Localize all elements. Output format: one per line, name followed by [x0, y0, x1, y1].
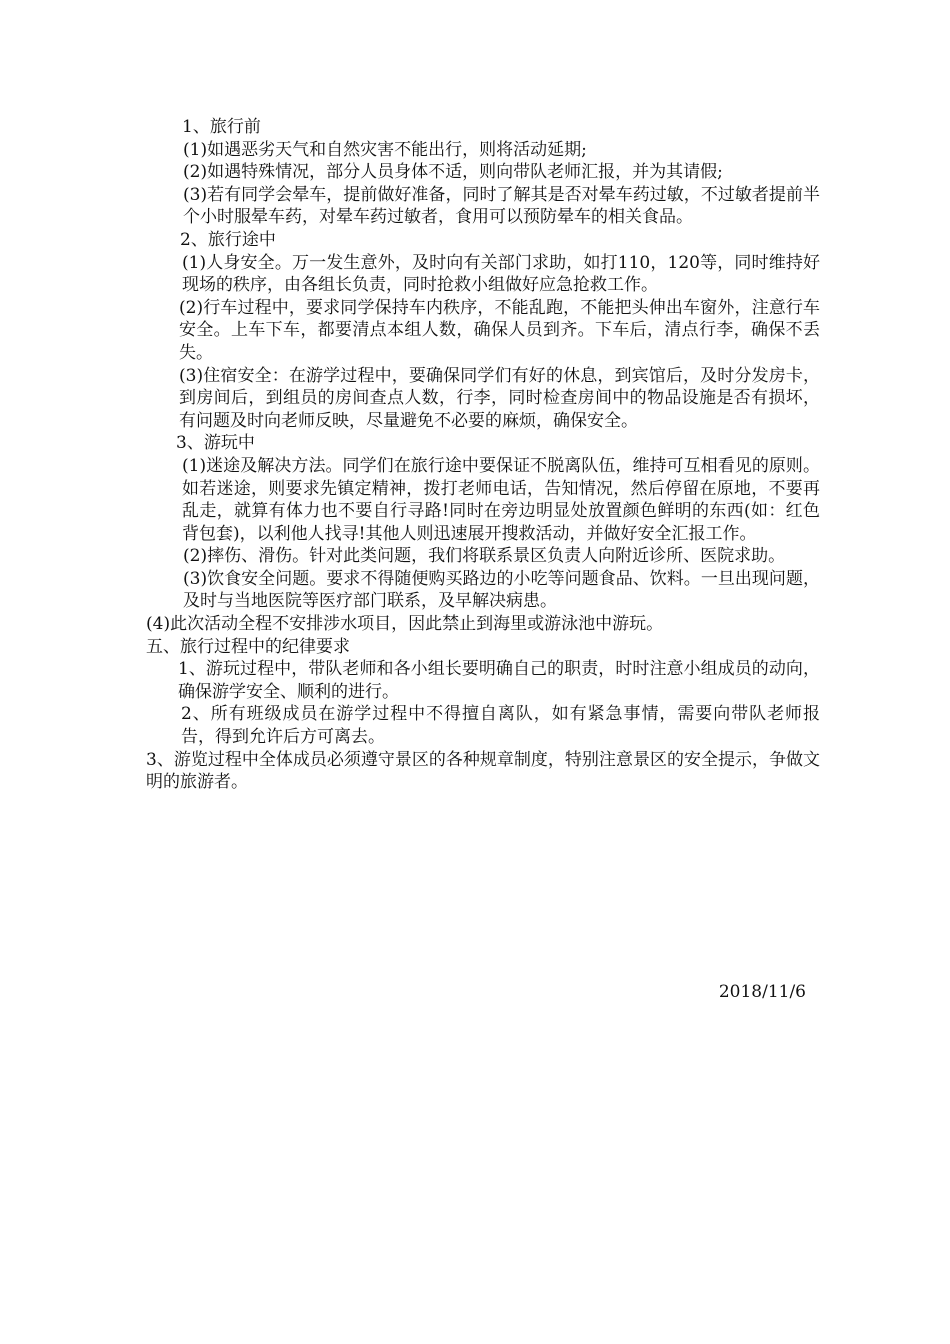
- paragraph: (1)人身安全。万一发生意外，及时向有关部门求助，如打110，120等，同时维持好现场的秩序，由各组长负责，同时抢救小组做好应急抢救工作。: [182, 252, 820, 296]
- section-heading-during-trip: 2、旅行途中: [180, 229, 276, 250]
- paragraph: (3)若有同学会晕车，提前做好准备，同时了解其是否对晕车药过敏，不过敏者提前半个小时服晕车药，对晕车药过敏者，食用可以预防晕车的相关食品。: [183, 184, 820, 228]
- section-heading-discipline: 五、旅行过程中的纪律要求: [146, 636, 350, 657]
- paragraph: (2)行车过程中，要求同学保持车内秩序，不能乱跑，不能把头伸出车窗外，注意行车安全。上车下车，都要清点本组人数，确保人员到齐。下车后，清点行李，确保不丢失。: [179, 297, 820, 363]
- paragraph: (4)此次活动全程不安排涉水项目，因此禁止到海里或游泳池中游玩。: [146, 614, 664, 635]
- document-body: [146, 116, 820, 794]
- paragraph: 1、游玩过程中，带队老师和各小组长要明确自己的职责，时时注意小组成员的动向，确保游学安全、顺利的进行。: [178, 659, 820, 702]
- paragraph: (3)饮食安全问题。要求不得随便购买路边的小吃等问题食品、饮料。一旦出现问题，及时与当地医院等医疗部门联系，及早解决病患。: [183, 568, 820, 612]
- paragraph: 3、游览过程中全体成员必须遵守景区的各种规章制度，特别注意景区的安全提示，争做文明的旅游者。: [146, 749, 820, 793]
- paragraph: (2)摔伤、滑伤。针对此类问题，我们将联系景区负责人向附近诊所、医院求助。: [183, 546, 786, 567]
- paragraph: (1)如遇恶劣天气和自然灾害不能出行，则将活动延期;: [183, 139, 587, 160]
- section-heading-before-trip: 1、旅行前: [182, 117, 261, 137]
- document-date: 2018/11/6: [718, 982, 806, 1002]
- section-heading-sightseeing: 3、游玩中: [176, 433, 255, 454]
- paragraph: 2、所有班级成员在游学过程中不得擅自离队，如有紧急事情，需要向带队老师报告，得到允许后方可离去。: [181, 704, 820, 748]
- paragraph: (3)住宿安全：在游学过程中，要确保同学们有好的休息，到宾馆后，及时分发房卡，到房间后，到组员的房间查点人数，行李，同时检查房间中的物品设施是否有损坏，有问题及时向老师反映，尽量避免不必要的麻烦，确保安全。: [179, 365, 820, 431]
- paragraph: (1)迷途及解决方法。同学们在旅行途中要保证不脱离队伍，维持可互相看见的原则。如若迷途，则要求先镇定精神，拨打老师电话，告知情况，然后停留在原地，不要再乱走，就算有体力也不要自行寻路!同时在旁边明显处放置颜色鲜明的东西(如：红色背包套)，以利他人找寻!其他人则迅速展开搜救活动，并做好安全汇报工作。: [182, 455, 820, 544]
- paragraph: (2)如遇特殊情况，部分人员身体不适，则向带队老师汇报，并为其请假;: [183, 162, 723, 183]
